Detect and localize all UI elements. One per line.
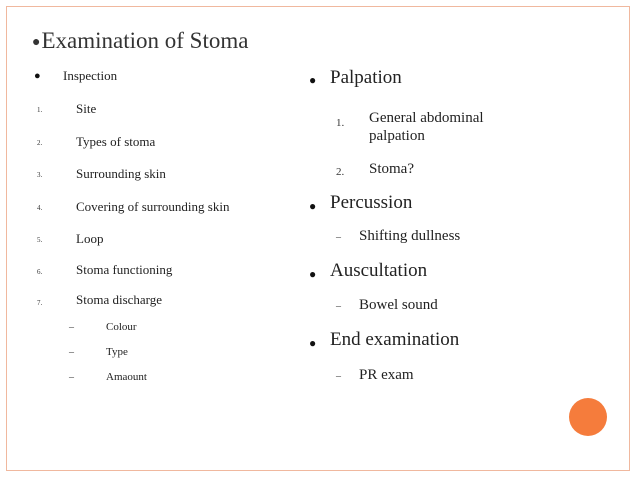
palpation-item-general-cont: palpation [369, 128, 425, 144]
auscultation-dash: – [336, 301, 341, 312]
item-num: 3. [37, 171, 43, 179]
item-loop: Loop [76, 231, 104, 246]
palpation-item-general: General abdominal [369, 110, 484, 126]
percussion-dash: – [336, 232, 341, 243]
slide-title [32, 28, 248, 54]
subitem-amaount: Amaount [106, 371, 147, 383]
end-exam-bullet: ● [309, 336, 317, 350]
title-bullet: ● [32, 35, 41, 50]
percussion-heading: Percussion [330, 192, 413, 213]
end-exam-heading: End examination [330, 329, 460, 350]
title-text: Examination of Stoma [41, 28, 249, 53]
palpation-heading: Palpation [330, 67, 402, 88]
palpation-item-stoma: Stoma? [369, 161, 414, 177]
auscultation-bullet: ● [309, 267, 317, 281]
sub-dash: – [69, 322, 74, 333]
inspection-bullet: ● [34, 70, 41, 82]
end-exam-dash: – [336, 371, 341, 382]
item-covering-skin: Covering of surrounding skin [76, 199, 230, 214]
item-surrounding-skin: Surrounding skin [76, 166, 166, 181]
auscultation-heading: Auscultation [330, 260, 428, 281]
auscultation-item-bowel-sound: Bowel sound [359, 297, 438, 313]
subitem-type: Type [106, 346, 128, 358]
palpation-num-2: 2. [336, 166, 345, 178]
item-num: 5. [37, 236, 43, 244]
item-num: 1. [37, 106, 43, 114]
item-num: 7. [37, 299, 43, 307]
item-stoma-functioning: Stoma functioning [76, 262, 173, 277]
percussion-bullet: ● [309, 199, 317, 213]
percussion-item-shifting-dullness: Shifting dullness [359, 228, 461, 244]
inspection-heading: Inspection [63, 68, 118, 83]
sub-dash: – [69, 347, 74, 358]
palpation-bullet: ● [309, 73, 317, 87]
item-types-of-stoma: Types of stoma [76, 134, 156, 149]
item-num: 4. [37, 204, 43, 212]
sub-dash: – [69, 372, 74, 383]
accent-circle [569, 398, 607, 436]
palpation-num-1: 1. [336, 117, 345, 129]
subitem-colour: Colour [106, 321, 137, 333]
item-num: 2. [37, 139, 43, 147]
item-num: 6. [37, 268, 43, 276]
end-exam-item-pr-exam: PR exam [359, 367, 414, 383]
item-site: Site [76, 101, 97, 116]
item-stoma-discharge: Stoma discharge [76, 292, 163, 307]
